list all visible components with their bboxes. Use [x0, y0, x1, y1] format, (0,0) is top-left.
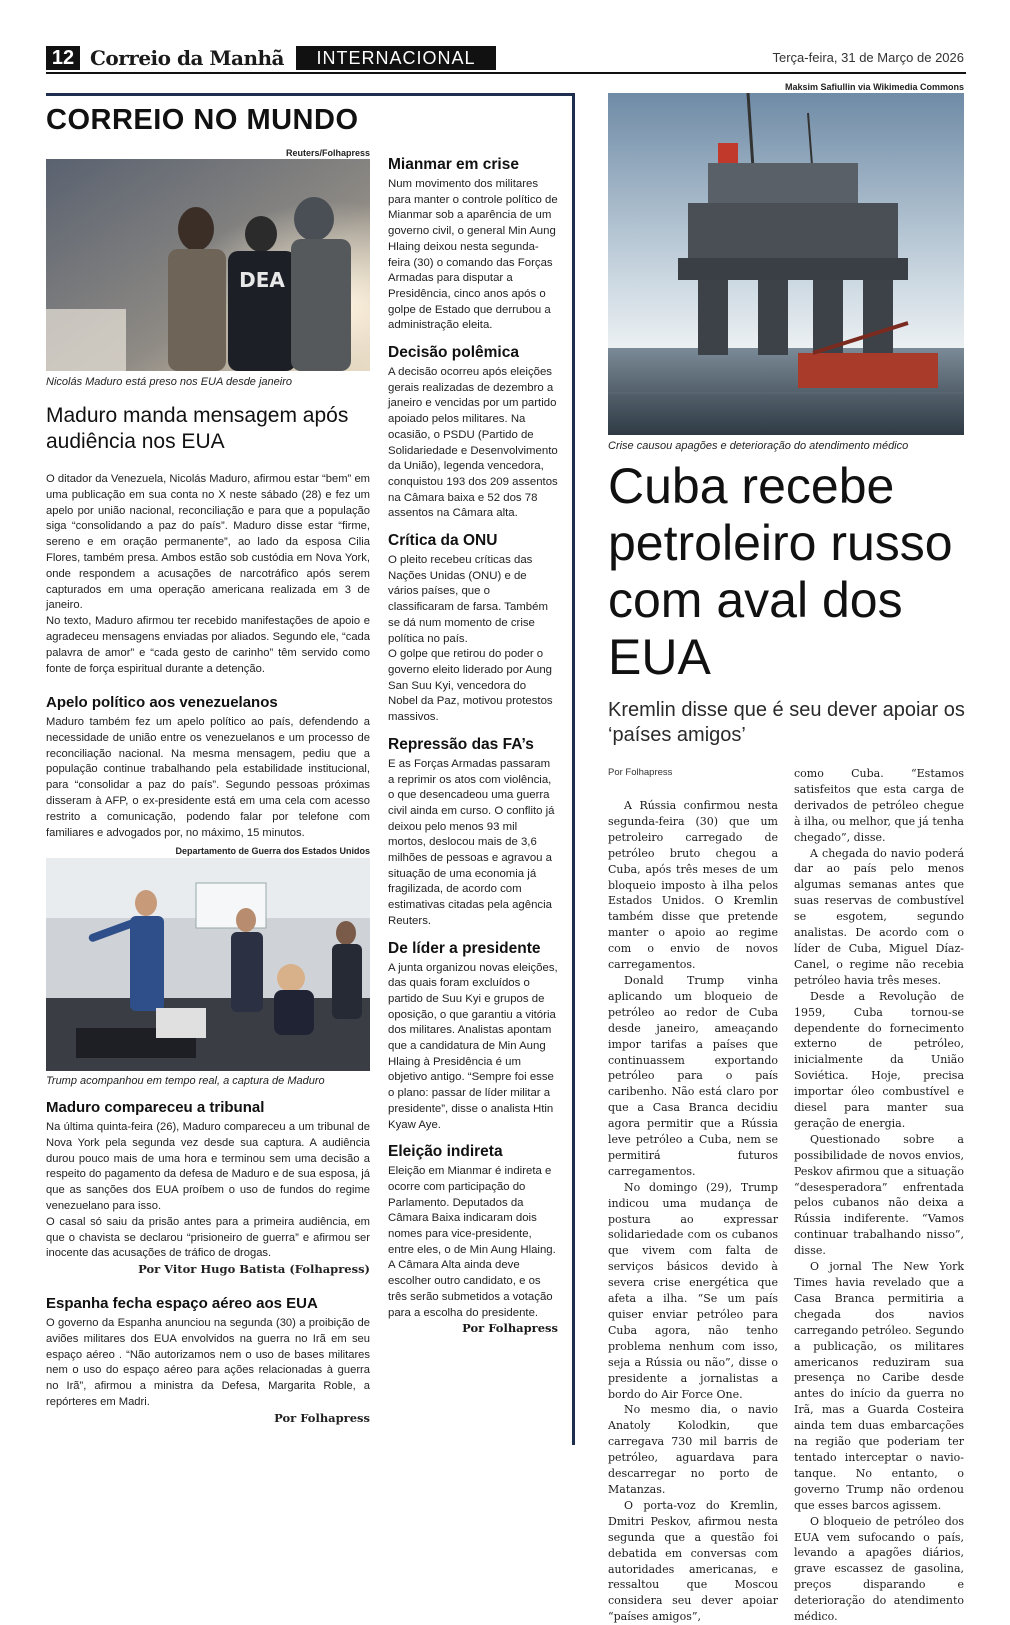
dea-jacket-label: DEA [239, 268, 285, 292]
byline-vitor: Por Vitor Hugo Batista (Folhapress) [138, 1262, 370, 1277]
cuba-paragraph: No domingo (29), Trump indicou uma mudança de postura ao expressar solidariedade com os cubanos que vivem com falta de serviços básicos devido à severa crise energética que afeta a ilha. “Se um país quiser enviar petróleo para Cuba agora, não tenho problema nenhum com isso, seja a Rússia ou não”, disse o presidente a jornalistas a bordo do Air Force One. [608, 1180, 778, 1401]
subhead-controversial-decision: Decisão polêmica [388, 344, 519, 362]
subhead-indirect-election: Eleição indireta [388, 1143, 503, 1161]
oil-platform-image [608, 93, 964, 435]
oil-photo-caption: Crise causou apagões e deterioração do atendimento médico [608, 440, 909, 452]
article-paragraph: O governo da Espanha anunciou na segunda (30) a proibição de aviões militares dos EUA envolvidos na guerra no Irã em seu espaço aéreo . “Não autorizamos nem o uso de bases militares nem o uso do espaço aéreo para ações relacionadas à guerra no Irã”, afirmou a ministra da Defesa, Margarita Roble, a repórteres em Madri. [46, 1317, 370, 1408]
byline-myanmar: Por Folhapress [462, 1321, 558, 1336]
cuba-paragraph: Questionado sobre a possibilidade de novos envios, Peskov afirmou que a situação “desesperadora” enfrentada pelos cubanos não deixa a Rússia indiferente. “Vamos continuar trabalhando nisso”, disse. [794, 1132, 964, 1258]
myanmar-paragraph: A junta organizou novas eleições, das quais foram excluídos o partido de Suu Kyi e grupos de oposição, o que garantiu a vitória dos militares. Analistas apontam que a candidatura de Min Aung Hlaing à Presidência é um objetivo antigo. “Sempre foi esse o plano: passar de líder militar a presidente”, disse o analista Htin Kyaw Aye. [388, 961, 558, 1131]
cuba-article-col1 [608, 798, 778, 1625]
myanmar-paragraph: O golpe que retirou do poder o governo eleito liderado por Aung San Suu Kyi, vencedora do Nobel da Paz, motivou protestos massivos. [388, 648, 553, 724]
byline-spain: Por Folhapress [274, 1410, 370, 1425]
subhead-un-criticism: Crítica da ONU [388, 532, 498, 550]
article-paragraph: Maduro também fez um apelo político ao país, defendendo a necessidade de união entre os venezuelanos e um processo de reconciliação nacional. Na mesma mensagem, pediu que a população continue trabalhando pela estabilidade institucional, para “consolidar a paz do país”. Segundo pessoas próximas disseram à AFP, o ex-presidente está em uma cela com acesso restrito a comunicação, podendo falar por telefone com familiares e advogados por, no máximo, 15 minutos. [46, 716, 370, 839]
section-label: INTERNACIONAL [296, 46, 496, 70]
subhead-appeal: Apelo político aos venezuelanos [46, 694, 278, 711]
article-paragraph: O ditador da Venezuela, Nicolás Maduro, afirmou estar “bem” em uma publicação em sua conta no X neste sábado (28) e fez um apelo por união nacional, reconciliação e para que a população siga “consolidando a paz do país”. Maduro disse estar “firme, sereno e em oração permanente”, ao lado da esposa Cilia Flores, também presa. Ambos estão sob custódia em Nova York, onde respondem a acusações de narcotráfico após serem capturados em uma operação americana realizada em 3 de janeiro. [46, 473, 370, 612]
myanmar-column [388, 156, 558, 1335]
cuba-byline: Por Folhapress [608, 767, 673, 778]
cuba-headline: Cuba recebe petroleiro russo com aval dos EUA [608, 458, 953, 685]
myanmar-paragraph: Num movimento dos militares para manter o controle político de Mianmar sob a aparência de um governo civil, o general Min Aung Hlaing deixou nesta segunda-feira (30) o comando das Forças Armadas para disputar a Presidência, cinco anos após o golpe de Estado que derrubou a administração eleita. [388, 178, 558, 332]
cuba-paragraph: Donald Trump vinha aplicando um bloqueio de petróleo ao redor de Cuba desde janeiro, ameaçando impor tarifas a países que continuassem exportando petróleo para o país caribenho. Não está claro por que a Casa Branca decidiu agora permitir que a Rússia leve petróleo a Cuba, nem se permitirá futuros carregamentos. [608, 973, 778, 1178]
cuba-paragraph: como Cuba. “Estamos satisfeitos que esta carga de derivados de petróleo chegue à ilha, ou melhor, que já tenha chegado”, disse. [794, 767, 964, 844]
maduro-article-body [46, 472, 370, 677]
maduro-headline: Maduro manda mensagem após audiência nos EUA [46, 404, 349, 453]
photo1-caption: Nicolás Maduro está preso nos EUA desde janeiro [46, 376, 293, 388]
subhead-myanmar-crisis: Mianmar em crise [388, 156, 519, 173]
myanmar-paragraph: A decisão ocorreu após eleições gerais realizadas de dezembro a janeiro e vencidas por um partido apoiado pelos militares. Na ocasião, o PSDU (Partido de Solidariedade e Desenvolvimento da União), legenda vencedora, conquistou 193 dos 209 assentos na Câmara baixa e 52 dos 78 assentos na Câmara alta. [388, 366, 558, 520]
oil-platform-photo [608, 93, 964, 435]
cuba-subheadline: Kremlin disse que é seu dever apoiar os ‘países amigos’ [608, 699, 965, 746]
subhead-spain: Espanha fecha espaço aéreo aos EUA [46, 1295, 318, 1312]
cuba-paragraph: A Rússia confirmou nesta segunda-feira (30) que um petroleiro carregado de petróleo bruto chegou a Cuba, após três meses de um bloqueio imposto à ilha pelos Estados Unidos. O Kremlin também disse que pretende manter o apoio ao regime com o envio de novos carregamentos. [608, 799, 778, 972]
myanmar-paragraph: Eleição em Mianmar é indireta e ocorre com participação do Parlamento. Deputados da Câmara Baixa indicaram dois nomes para vice-presidente, entre eles, o de Min Aung Hlaing. A Câmara Alta ainda deve escolher outro candidato, e os três serão submetidos a votação para a escolha do presidente. [388, 1165, 556, 1319]
myanmar-paragraph: E as Forças Armadas passaram a reprimir os atos com violência, o que desencadeou uma guerra civil ainda em curso. O conflito já deixou pelo menos 93 mil mortos, deslocou mais de 3,6 milhões de pessoas e agravou a situação de uma economia já fragilizada, de acordo com estimativas citadas pela agência Reuters. [388, 757, 555, 927]
spain-body [46, 1316, 370, 1427]
cuba-paragraph: A chegada do navio poderá dar ao país pelo menos algumas semanas antes que suas reservas de combustível se esgotem, segundo analistas. De acordo com o líder de Cuba, Miguel Díaz-Canel, o regime não recebia petróleo havia três meses. [794, 846, 964, 987]
oil-photo-credit: Maksim Safiullin via Wikimedia Commons [785, 82, 964, 92]
section-kicker: CORREIO NO MUNDO [46, 104, 359, 136]
cuba-paragraph: Desde a Revolução de 1959, Cuba tornou-se dependente do fornecimento externo de petróleo, inicialmente da União Soviética. Hoje, precisa importar óleo combustível e diesel para manter sua geração de energia. [794, 989, 964, 1130]
cuba-paragraph: No mesmo dia, o navio Anatoly Kolodkin, que carregava 730 mil barris de petróleo, aguardava para descarregar no porto de Matanzas. [608, 1403, 778, 1496]
photo2-credit: Departamento de Guerra dos Estados Unidos [175, 846, 370, 856]
article-paragraph: Na última quinta-feira (26), Maduro compareceu a um tribunal de Nova York pela segunda vez desde sua captura. A audiência durou pouco mais de uma hora e terminou sem uma decisão a respeito do pagamento da defesa de Maduro e de sua esposa, já que as sanções dos EUA proíbem o uso de fundos do regime venezuelano para isso. [46, 1121, 370, 1212]
situation-room-image [46, 858, 370, 1071]
subhead-court: Maduro compareceu a tribunal [46, 1099, 265, 1116]
photo2-caption: Trump acompanhou em tempo real, a captura de Maduro [46, 1075, 325, 1087]
article-paragraph: O casal só saiu da prisão antes para a primeira audiência, em que o chavista se declarou “prisioneiro de guerra” e afirmou ser inocente das acusações de tráfico de drogas. [46, 1215, 370, 1260]
cuba-paragraph: O jornal The New York Times havia revelado que a Casa Branca permitiria a chegada dos navios carregando petróleo. Segundo a publicação, os militares americanos reduziram sua presença no Caribe desde antes do início da guerra no Irã, mas a Guarda Costeira ainda tem duas embarcações na região que poderiam ter tentado interceptar o navio-tanque. No entanto, o governo Trump não ordenou que esses barcos agissem. [794, 1260, 964, 1512]
cuba-paragraph: O bloqueio de petróleo dos EUA vem sufocando o país, levando a apagões diários, grave escassez de gasolina, preços disparando e deterioração do atendimento médico. [794, 1514, 964, 1624]
header-rule [46, 72, 966, 74]
maduro-arrest-image [46, 159, 370, 371]
appeal-body [46, 715, 370, 841]
myanmar-paragraph: O pleito recebeu críticas das Nações Unidas (ONU) e de vários países, que o classificaram de farsa. Também se dá num momento de crise política no país. [388, 554, 548, 645]
cuba-paragraph: O porta-voz do Kremlin, Dmitri Peskov, afirmou nesta segunda que a questão foi debatida em conversas com autoridades americanas, e ressaltou que Moscou considera seu dever apoiar “países amigos”, [608, 1498, 778, 1624]
court-body [46, 1120, 370, 1278]
cuba-article-col2 [794, 766, 964, 1625]
column-divider [572, 93, 575, 1445]
subhead-repression: Repressão das FA’s [388, 735, 534, 753]
issue-date: Terça-feira, 31 de Março de 2026 [772, 50, 964, 65]
maduro-arrest-photo [46, 159, 370, 371]
subhead-leader-to-president: De líder a presidente [388, 939, 541, 957]
left-top-rule [46, 93, 572, 96]
trump-situation-room-photo [46, 858, 370, 1071]
article-paragraph: No texto, Maduro afirmou ter recebido manifestações de apoio e agradeceu mensagens enviadas por aliados. Segundo ele, “cada palavra de amor” e “cada gesto de carinho” têm servido como fonte de força espiritual durante a detenção. [46, 615, 370, 675]
newspaper-brand: Correio da Manhã [90, 46, 285, 70]
page-number: 12 [46, 46, 80, 70]
photo1-credit: Reuters/Folhapress [285, 148, 370, 158]
